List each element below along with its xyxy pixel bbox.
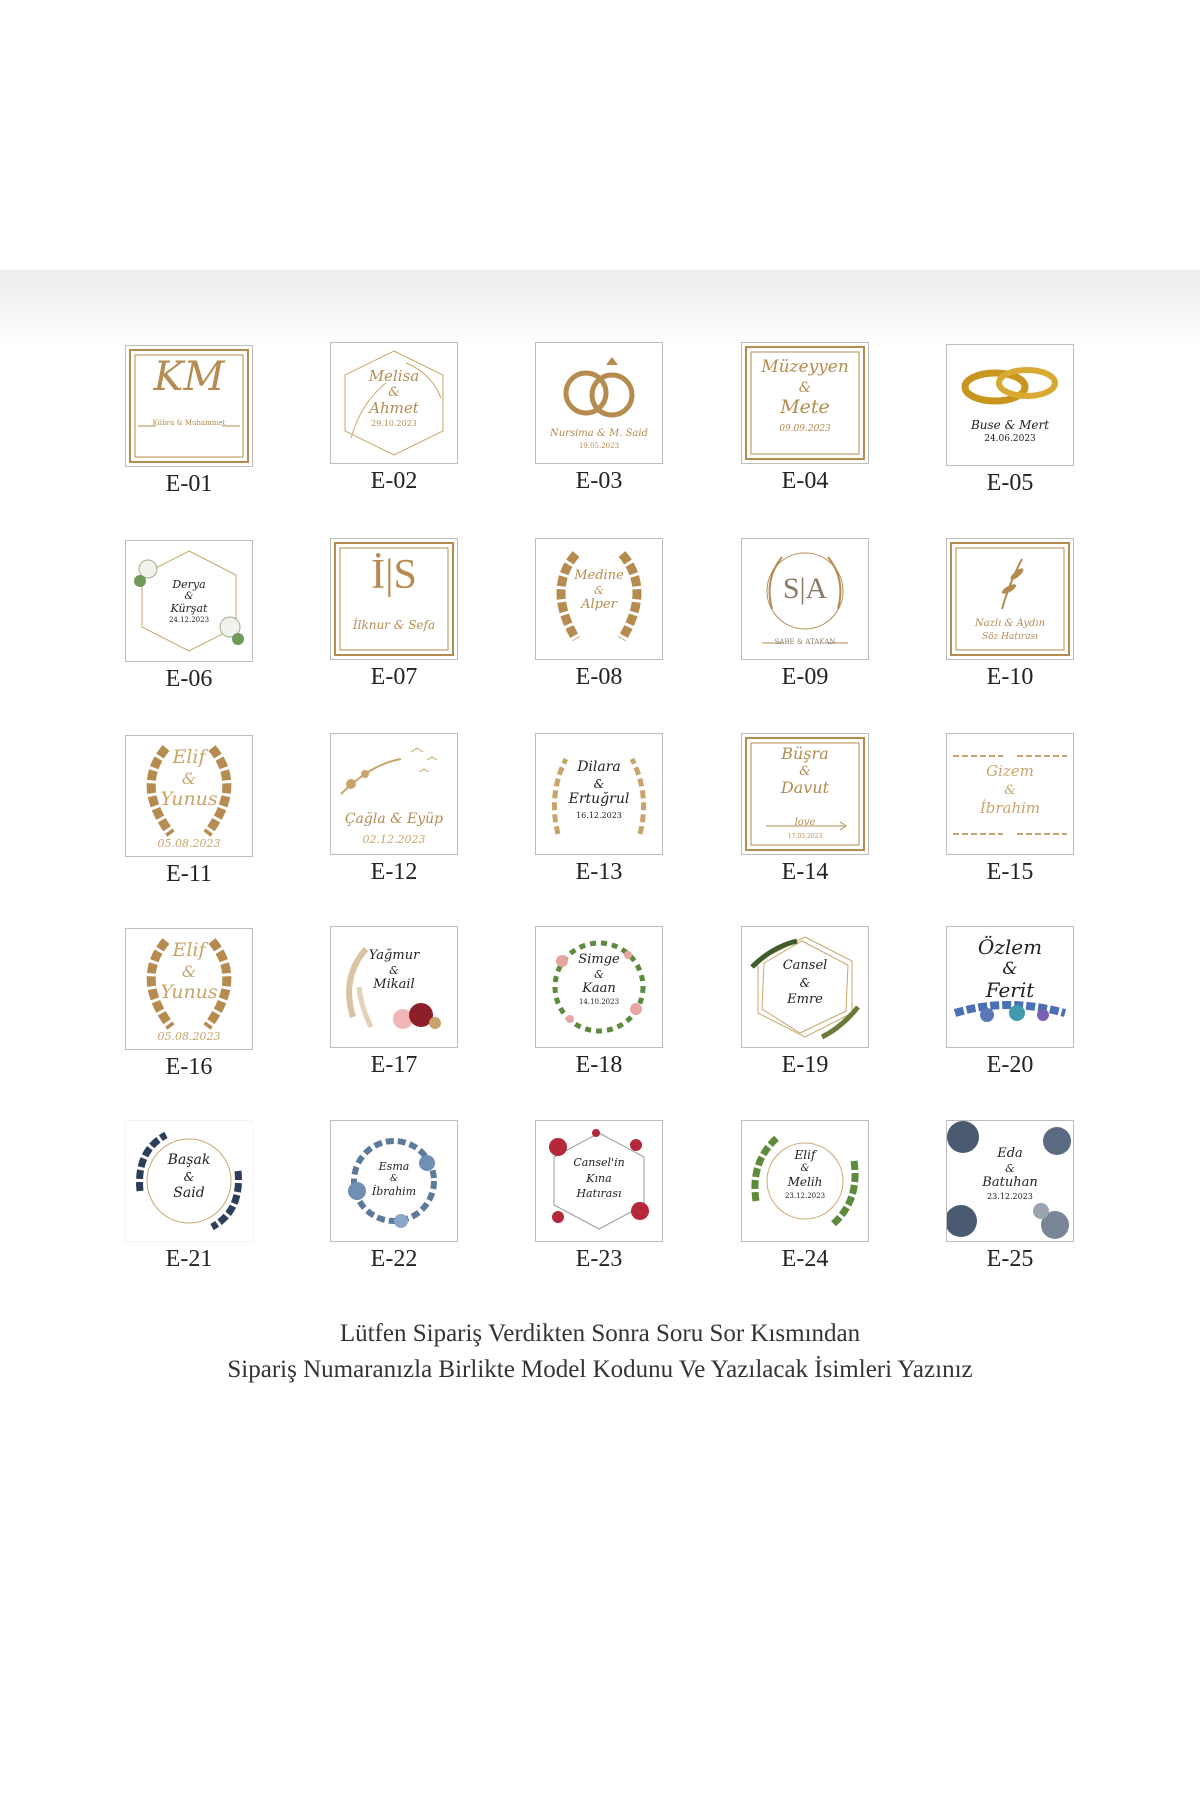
amp: & <box>799 976 811 990</box>
name-1: Özlem <box>977 935 1043 959</box>
name-2: Alper <box>581 597 617 612</box>
date-text: 23.12.2023 <box>987 1192 1033 1201</box>
name-1: Elif <box>172 746 206 768</box>
name-1: Gizem <box>986 762 1034 780</box>
love-text: love <box>794 817 816 828</box>
amp: & <box>594 584 604 597</box>
names-text: Kübra & Muhammet <box>152 419 226 427</box>
subtitle-text: Söz Hatırası <box>981 632 1039 642</box>
amp: & <box>1004 783 1016 798</box>
text-line-2: Kına <box>586 1172 612 1185</box>
names-text: Nursima & M. Said <box>549 428 648 439</box>
name-1: Cansel <box>782 958 828 973</box>
name-1: Melisa <box>368 367 420 385</box>
tile-e-11 <box>125 735 253 857</box>
amp: & <box>593 777 605 791</box>
name-2: Emre <box>787 992 823 1007</box>
amp: & <box>181 962 197 981</box>
tile-e-16 <box>125 928 253 1050</box>
name-2: Yunus <box>160 981 218 1003</box>
tile-e-20 <box>946 926 1074 1048</box>
name-2: Kürşat <box>170 602 208 615</box>
names-text: Nazlı & Aydın <box>974 618 1046 629</box>
name-1: Başak <box>167 1152 211 1168</box>
tile-e-09 <box>741 538 869 660</box>
tile-e-08 <box>535 538 663 660</box>
name-2: Batuhan <box>982 1175 1038 1190</box>
model-code: E-25 <box>986 1246 1034 1272</box>
model-code: E-16 <box>165 1054 213 1080</box>
name-1: Medine <box>574 568 624 583</box>
model-code: E-22 <box>370 1246 418 1272</box>
name-2: Ahmet <box>369 399 419 417</box>
text-line-1: Cansel'in <box>573 1156 625 1169</box>
tile-e-03 <box>535 342 663 464</box>
amp: & <box>388 385 400 400</box>
model-code: E-13 <box>575 859 623 885</box>
name-1: Yağmur <box>368 948 420 963</box>
name-2: İbrahim <box>979 799 1041 817</box>
amp: & <box>183 1170 195 1184</box>
model-code: E-12 <box>370 859 418 885</box>
model-code: E-06 <box>165 666 213 692</box>
name-2: Ferit <box>985 978 1035 1002</box>
name-2: Mete <box>780 396 830 418</box>
instruction-line-1: Lütfen Sipariş Verdikten Sonra Soru Sor Kısmından <box>339 1320 861 1347</box>
name-1: Derya <box>172 578 206 591</box>
tile-e-05 <box>946 344 1074 466</box>
name-2: Yunus <box>160 788 218 810</box>
instruction-line-2: Sipariş Numaranızla Birlikte Model Kodunu Ve Yazılacak İsimleri Yazınız <box>227 1356 973 1383</box>
tile-e-06 <box>125 540 253 662</box>
date-text: 14.10.2023 <box>578 998 620 1006</box>
name-2: Said <box>173 1185 205 1201</box>
model-code: E-01 <box>165 471 213 497</box>
monogram: İ|S <box>371 552 417 598</box>
tile-e-24 <box>741 1120 869 1242</box>
amp: & <box>181 769 197 788</box>
model-code: E-02 <box>370 468 418 494</box>
model-code: E-14 <box>781 859 829 885</box>
date-text: 23.12.2023 <box>784 1192 826 1200</box>
names-text: SABE & ATAKAN <box>774 638 836 646</box>
tile-e-15 <box>946 733 1074 855</box>
model-code: E-10 <box>986 664 1034 690</box>
monogram: KM <box>153 354 225 400</box>
text-line-3: Hatırası <box>576 1187 622 1200</box>
tile-e-04 <box>741 342 869 464</box>
tile-e-10 <box>946 538 1074 660</box>
date-text: 19.05.2023 <box>578 442 620 450</box>
tile-e-22 <box>330 1120 458 1242</box>
amp: & <box>594 968 604 981</box>
model-code: E-20 <box>986 1052 1034 1078</box>
name-2: Kaan <box>582 981 616 996</box>
date-text: 17.03.2023 <box>787 833 823 840</box>
date-text: 24.06.2023 <box>984 434 1036 444</box>
amp: & <box>799 764 811 779</box>
tile-e-12 <box>330 733 458 855</box>
tile-e-07 <box>330 538 458 660</box>
name-1: Esma <box>378 1160 410 1173</box>
tile-e-25 <box>946 1120 1074 1242</box>
tile-e-23 <box>535 1120 663 1242</box>
names-text: Buse & Mert <box>970 418 1050 432</box>
model-code: E-15 <box>986 859 1034 885</box>
model-code: E-24 <box>781 1246 829 1272</box>
model-code: E-21 <box>165 1246 213 1272</box>
date-text: 09.09.2023 <box>779 424 831 434</box>
tile-e-02 <box>330 342 458 464</box>
amp: & <box>800 1163 810 1174</box>
name-1: Elif <box>794 1148 816 1162</box>
model-code: E-23 <box>575 1246 623 1272</box>
name-2: Melih <box>787 1175 823 1189</box>
model-code: E-07 <box>370 664 418 690</box>
model-code: E-08 <box>575 664 623 690</box>
model-code: E-09 <box>781 664 829 690</box>
model-code: E-18 <box>575 1052 623 1078</box>
amp: & <box>798 380 812 396</box>
model-code: E-17 <box>370 1052 418 1078</box>
name-1: Elif <box>172 939 206 961</box>
name-2: Davut <box>780 778 830 797</box>
monogram: S|A <box>782 572 828 605</box>
date-text: 05.08.2023 <box>157 837 221 850</box>
date-text: 05.08.2023 <box>157 1030 221 1043</box>
model-code: E-19 <box>781 1052 829 1078</box>
tile-e-21 <box>125 1120 253 1242</box>
date-text: 16.12.2023 <box>576 811 622 820</box>
amp: & <box>389 1174 398 1184</box>
date-text: 24.12.2023 <box>168 616 210 624</box>
tile-e-14 <box>741 733 869 855</box>
model-code: E-04 <box>781 468 829 494</box>
name-1: Dilara <box>577 759 621 775</box>
wedding-rings-icon <box>947 345 1073 465</box>
model-code: E-05 <box>986 470 1034 496</box>
model-code: E-11 <box>166 861 212 887</box>
name-2: İbrahim <box>371 1185 417 1198</box>
amp: & <box>389 964 399 977</box>
tile-e-17 <box>330 926 458 1048</box>
tile-e-13 <box>535 733 663 855</box>
amp: & <box>1005 1162 1015 1175</box>
name-1: Büşra <box>781 744 829 763</box>
name-1: Simge <box>578 952 620 967</box>
names-text: Çağla & Eyüp <box>344 811 444 827</box>
amp: & <box>1002 959 1018 979</box>
name-2: Ertuğrul <box>568 791 630 807</box>
names-text: İlknur & Sefa <box>352 618 436 632</box>
name-1: Müzeyyen <box>761 357 849 377</box>
tile-e-19 <box>741 926 869 1048</box>
name-1: Eda <box>997 1146 1023 1161</box>
date-text: 02.12.2023 <box>362 833 426 846</box>
name-2: Mikail <box>373 977 415 992</box>
tile-e-18 <box>535 926 663 1048</box>
amp: & <box>184 591 194 602</box>
model-code: E-03 <box>575 468 623 494</box>
tile-e-01 <box>125 345 253 467</box>
date-text: 29.10.2023 <box>371 419 417 428</box>
